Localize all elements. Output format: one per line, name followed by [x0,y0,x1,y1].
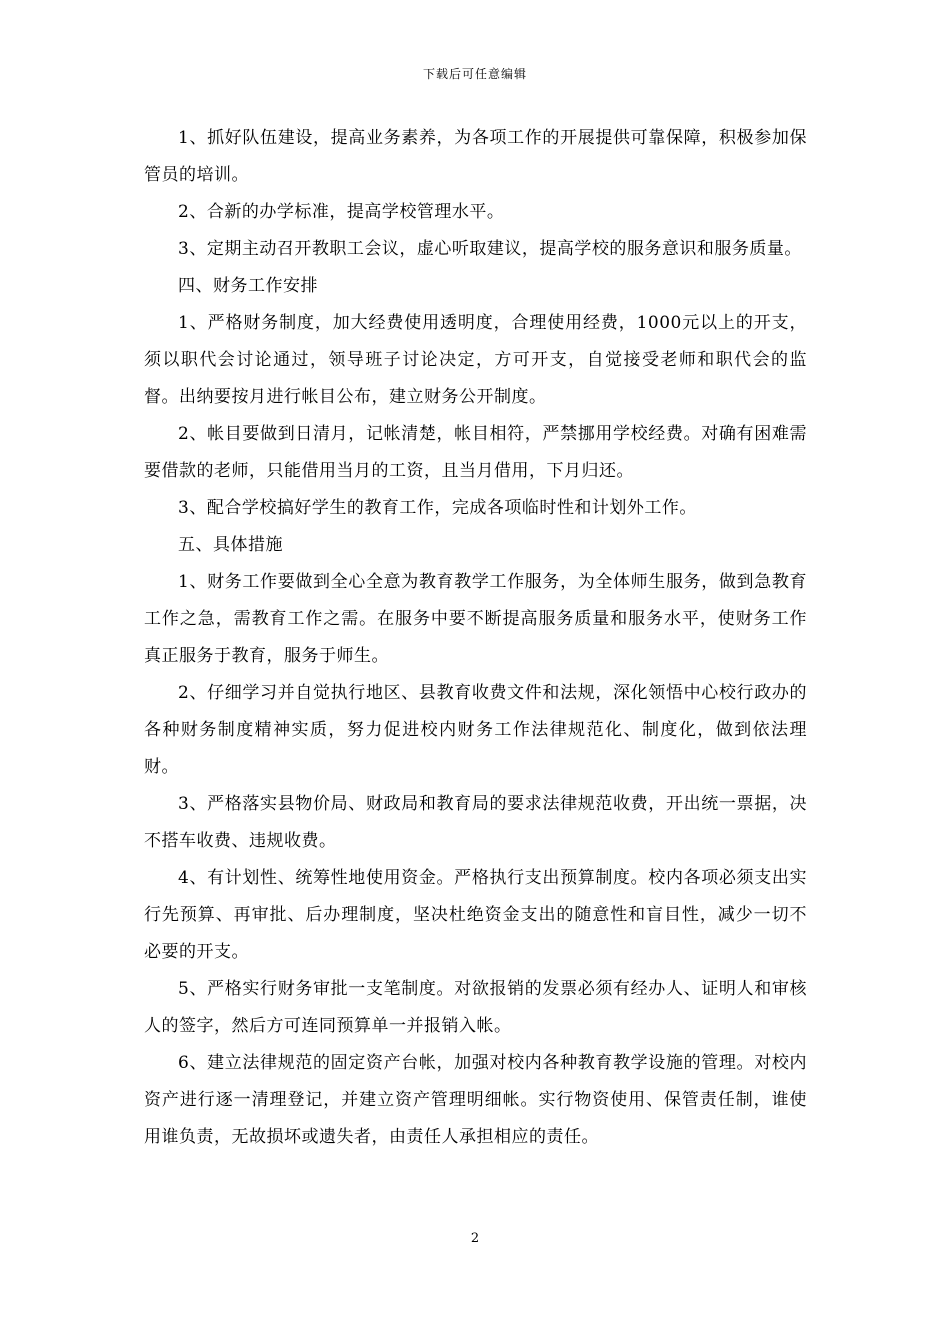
paragraph-cooperation: 3、配合学校搞好学生的教育工作，完成各项临时性和计划外工作。 [178,498,697,518]
paragraph-fees: 3、严格落实县物价局、财政局和教育局的要求法律规范收费，开出统一票据，决不搭车收费、违规收费。 [144,794,807,851]
paragraph-approval: 5、严格实行财务审批一支笔制度。对欲报销的发票必须有经办人、证明人和审核人的签字，然后方可连同预算单一并报销入帐。 [144,979,807,1036]
paragraph-staff-meetings: 3、定期主动召开教职工会议，虚心听取建议，提高学校的服务意识和服务质量。 [178,239,802,259]
paragraph-team-building: 1、抓好队伍建设，提高业务素养，为各项工作的开展提供可靠保障，积极参加保管员的培训。 [144,128,807,185]
page-header-note: 下载后可任意编辑 [422,67,527,81]
paragraph-assets: 6、建立法律规范的固定资产台帐，加强对校内各种教育教学设施的管理。对校内资产进行逐一清理登记，并建立资产管理明细帐。实行物资使用、保管责任制，谁使用谁负责，无故损坏或遗失者，由责任人承担相应的责任。 [144,1053,807,1147]
paragraph-accounts: 2、帐目要做到日清月，记帐清楚，帐目相符，严禁挪用学校经费。对确有困难需要借款的老师，只能借用当月的工资，且当月借用，下月归还。 [144,424,807,481]
paragraph-budget: 4、有计划性、统筹性地使用资金。严格执行支出预算制度。校内各项必须支出实行先预算、再审批、后办理制度，坚决杜绝资金支出的随意性和盲目性，减少一切不必要的开支。 [144,868,807,962]
page-number: 2 [470,1231,480,1246]
section-heading-finance-arrangement: 四、财务工作安排 [178,276,318,296]
section-heading-measures: 五、具体措施 [178,535,283,555]
paragraph-regulations: 2、仔细学习并自觉执行地区、县教育收费文件和法规，深化领悟中心校行政办的各种财务制度精神实质，努力促进校内财务工作法律规范化、制度化，做到依法理财。 [144,683,807,777]
paragraph-service: 1、财务工作要做到全心全意为教育教学工作服务，为全体师生服务，做到急教育工作之急，需教育工作之需。在服务中要不断提高服务质量和服务水平，使财务工作真正服务于教育，服务于师生。 [144,572,807,666]
paragraph-finance-system: 1、严格财务制度，加大经费使用透明度，合理使用经费，1000元以上的开支，须以职代会讨论通过，领导班子讨论决定，方可开支，自觉接受老师和职代会的监督。出纳要按月进行帐目公布，建立财务公开制度。 [144,313,807,407]
document-body [144,120,807,1156]
paragraph-school-standards: 2、合新的办学标准，提高学校管理水平。 [178,202,505,222]
